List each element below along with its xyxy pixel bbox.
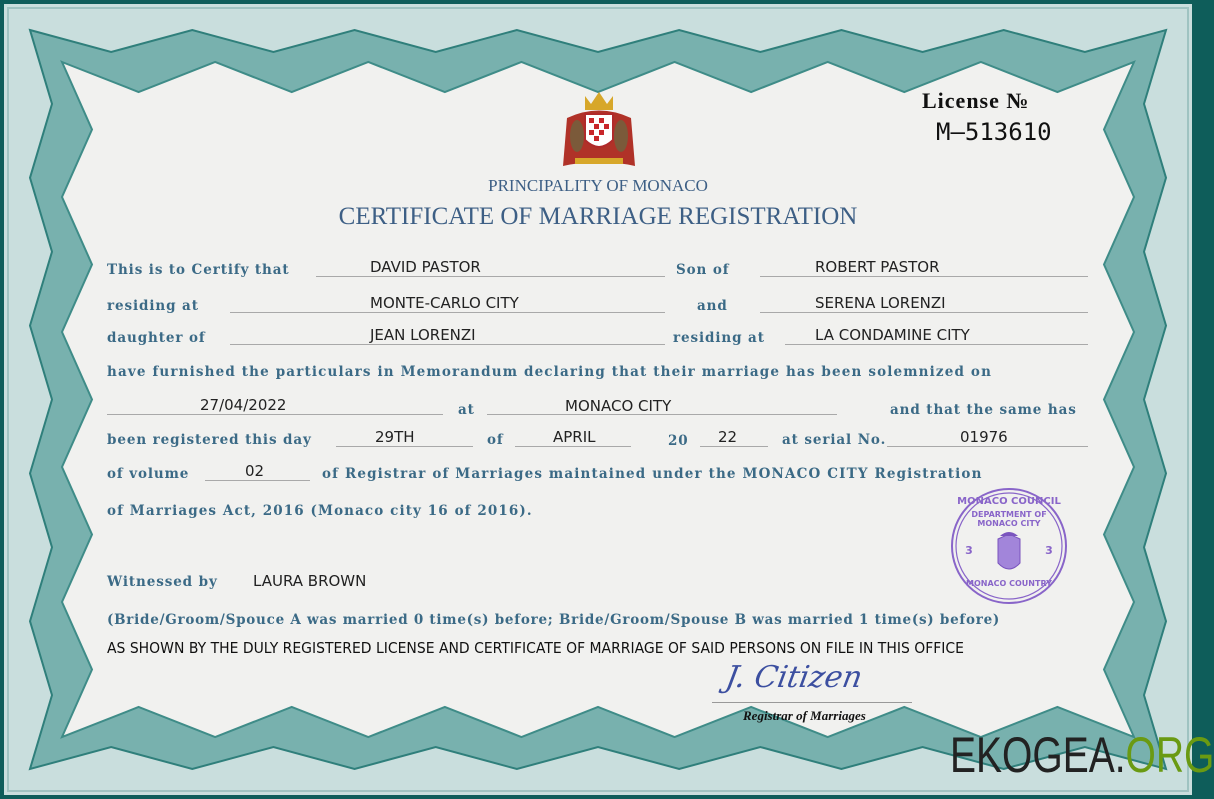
volume-number: 02 [245,462,265,480]
field-line [515,446,631,447]
field-line [785,344,1088,345]
field-line [230,344,665,345]
groom-father: ROBERT PASTOR [815,258,940,276]
serial-label: at serial No. [782,432,887,448]
site-watermark [950,728,1214,782]
stamp-outer-text: MONACO COUNCIL [957,496,1061,507]
bride-name: SERENA LORENZI [815,294,946,312]
registration-month: APRIL [553,428,596,446]
certificate-title: CERTIFICATE OF MARRIAGE REGISTRATION [338,203,858,230]
registrar-text: of Registrar of Marriages maintained under the MONACO CITY Registration [322,466,983,482]
and-label: and [697,298,728,314]
stamp-left-number: 3 [965,544,973,557]
act-text: of Marriages Act, 2016 (Monaco city 16 of 2016). [107,503,533,519]
stamp-bottom-text: MONACO COUNTRY [966,579,1052,588]
stamp-right-number: 3 [1045,544,1053,557]
field-line [887,446,1088,447]
field-line [760,312,1088,313]
of-label: of [487,432,504,448]
field-line [336,446,473,447]
license-label: License № [922,88,1030,113]
watermark-tld: ORG [1125,727,1214,783]
footer-statement: AS SHOWN BY THE DULY REGISTERED LICENSE AND CERTIFICATE OF MARRIAGE OF SAID PERSONS ON FILE IN THIS OFFICE [107,639,964,657]
field-line [230,312,665,313]
marriage-date: 27/04/2022 [200,396,287,414]
marriage-place: MONACO CITY [565,397,672,415]
stamp-inner-text: DEPARTMENT OF MONACO CITY [971,510,1047,529]
at-label: at [458,402,475,418]
registered-label: been registered this day [107,432,312,448]
same-has-label: and that the same has [890,402,1077,418]
bride-father: JEAN LORENZI [370,326,476,344]
witness-label: Witnessed by [107,574,218,590]
monaco-coat-of-arms-icon [555,88,643,172]
official-seal-stamp [950,487,1068,605]
registrar-title: Registrar of Marriages [743,708,866,723]
volume-label: of volume [107,466,190,482]
year-prefix: 20 [668,433,689,449]
stamp-shield-icon [998,534,1020,569]
field-line [316,276,665,277]
signature-line [712,702,912,703]
witness-name: LAURA BROWN [253,572,367,590]
registration-year: 22 [718,428,738,446]
watermark-main: EKOGEA. [950,727,1126,783]
registration-day: 29TH [375,428,415,446]
daughter-of-label: daughter of [107,330,206,346]
bride-residence: LA CONDAMINE CITY [815,326,970,344]
field-line [700,446,768,447]
field-line [205,480,310,481]
residing-at-label-2: residing at [673,330,765,346]
groom-name: DAVID PASTOR [370,258,481,276]
groom-residence: MONTE-CARLO CITY [370,294,519,312]
son-of-label: Son of [676,262,730,278]
serial-number: 01976 [960,428,1008,446]
certify-label: This is to Certify that [107,262,290,278]
authority-name: PRINCIPALITY OF MONACO [488,176,708,195]
license-number: M–513610 [936,118,1052,146]
registrar-signature: J. Citizen [723,660,866,695]
prior-marriages-text: (Bride/Groom/Spouce A was married 0 time(s) before; Bride/Groom/Spouse B was married 1 time(s) before) [107,612,1001,628]
field-line [760,276,1088,277]
field-line [107,414,443,415]
declaration-text: have furnished the particulars in Memorandum declaring that their marriage has been solemnized on [107,364,993,380]
residing-at-label: residing at [107,298,199,314]
